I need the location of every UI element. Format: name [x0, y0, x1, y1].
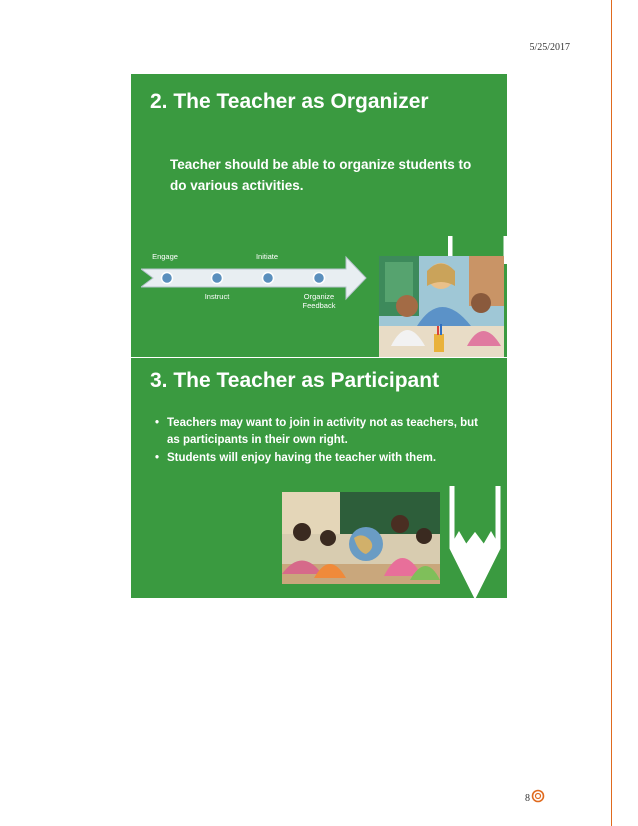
step-label-organize: Organize — [303, 292, 335, 301]
step-label-feedback: Feedback — [302, 301, 336, 310]
step-label-engage: Engage — [152, 252, 178, 261]
step-dot — [314, 273, 325, 284]
step-dot — [162, 273, 173, 284]
slide-title: 3. The Teacher as Participant — [150, 369, 440, 392]
slide-teacher-participant — [131, 358, 507, 598]
slide-teacher-organizer — [131, 74, 507, 357]
slide-title: 2. The Teacher as Organizer — [150, 90, 429, 113]
slide-body-text: Teacher should be able to organize students to do various activities. — [170, 157, 472, 193]
step-label-instruct: Instruct — [204, 292, 230, 301]
page-edge-line — [611, 0, 612, 826]
bullet-item: • Teachers may want to join in activity not as teachers, but as participants in their own right. — [153, 415, 493, 449]
step-label-initiate: Initiate — [255, 252, 279, 261]
circle-ornament-icon — [531, 789, 545, 803]
bullet-item: • Students will enjoy having the teacher with them. — [153, 450, 493, 467]
process-arrow-shape — [141, 252, 371, 322]
header-date: 5/25/2017 — [529, 42, 570, 53]
page-number: 8 — [525, 793, 530, 804]
bullet-list — [153, 415, 493, 468]
process-arrow — [141, 252, 371, 322]
pencil-icon — [449, 486, 501, 598]
classroom-photo-image — [379, 256, 504, 357]
step-dot — [212, 273, 223, 284]
students-globe-photo-image — [282, 492, 440, 584]
step-dot — [263, 273, 274, 284]
